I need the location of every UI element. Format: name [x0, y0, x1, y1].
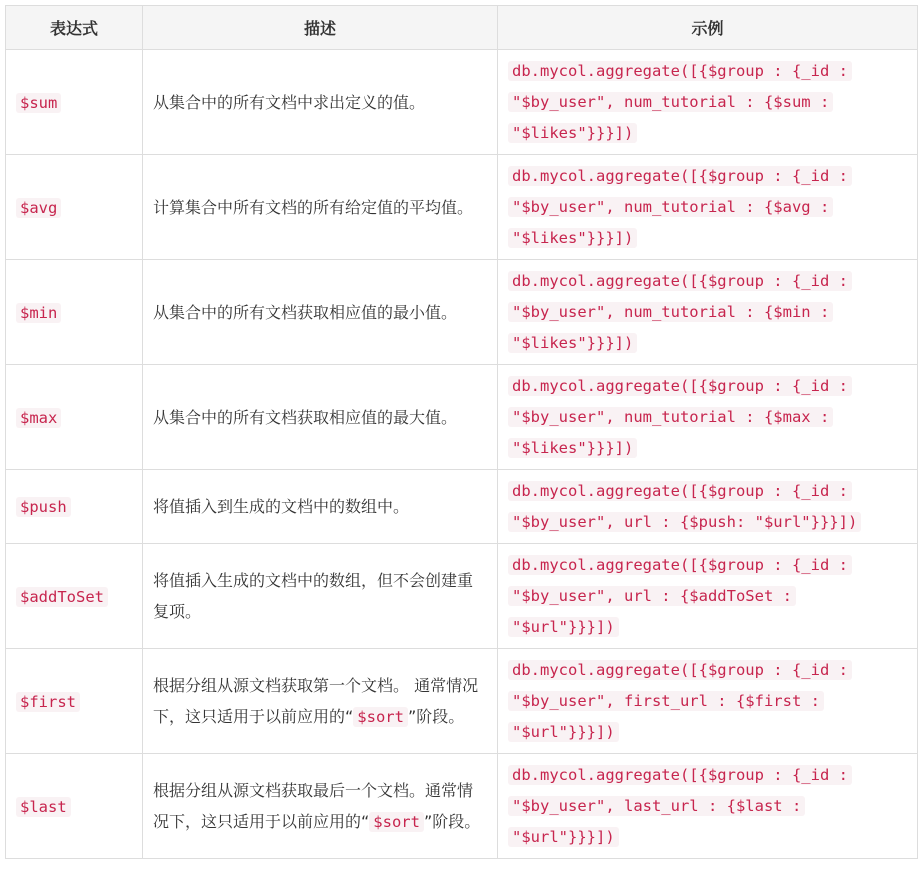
aggregation-expressions-table [5, 5, 918, 859]
expression-cell [6, 649, 143, 754]
table-row-first [6, 649, 918, 754]
table-row-sum [6, 50, 918, 155]
table-row-avg [6, 155, 918, 260]
table-row-addtoset [6, 544, 918, 649]
expression-cell [6, 544, 143, 649]
example-cell [498, 470, 918, 544]
description-cell: 将值插入到生成的文档中的数组中。 [143, 470, 498, 544]
description-cell [143, 649, 498, 754]
example-code: db.mycol.aggregate([{$group : {_id : "$by_user", num_tutorial : {$min : "$likes"}}}]) [508, 271, 852, 353]
example-cell [498, 365, 918, 470]
expression-code: $sum [16, 93, 61, 113]
example-cell [498, 260, 918, 365]
expression-cell [6, 754, 143, 859]
example-code: db.mycol.aggregate([{$group : {_id : "$by_user", url : {$push: "$url"}}}]) [508, 481, 861, 532]
table-row-min [6, 260, 918, 365]
expression-code: $push [16, 497, 71, 517]
expression-code: $first [16, 692, 80, 712]
inline-code: $sort [369, 812, 424, 832]
expression-code: $max [16, 408, 61, 428]
example-cell [498, 155, 918, 260]
description-text-tail: ”阶段。 [407, 706, 465, 726]
description-text: 根据分组从源文档获取第一个文档。 通常情况下，这只适用于以前应用的“ [153, 675, 479, 726]
expression-cell [6, 470, 143, 544]
expression-cell [6, 260, 143, 365]
table-header-row [6, 6, 918, 50]
description-cell: 从集合中的所有文档获取相应值的最小值。 [143, 260, 498, 365]
header-example: 示例 [498, 6, 918, 50]
example-code: db.mycol.aggregate([{$group : {_id : "$by_user", url : {$addToSet : "$url"}}}]) [508, 555, 852, 637]
description-cell [143, 754, 498, 859]
example-code: db.mycol.aggregate([{$group : {_id : "$by_user", first_url : {$first : "$url"}}}]) [508, 660, 852, 742]
example-cell [498, 50, 918, 155]
description-cell: 将值插入生成的文档中的数组，但不会创建重复项。 [143, 544, 498, 649]
expression-code: $last [16, 797, 71, 817]
expression-code: $avg [16, 198, 61, 218]
description-cell: 计算集合中所有文档的所有给定值的平均值。 [143, 155, 498, 260]
expression-cell [6, 50, 143, 155]
header-description: 描述 [143, 6, 498, 50]
description-text: 根据分组从源文档获取最后一个文档。通常情况下，这只适用于以前应用的“ [153, 780, 474, 831]
example-cell [498, 649, 918, 754]
table-row-last [6, 754, 918, 859]
description-cell: 从集合中的所有文档获取相应值的最大值。 [143, 365, 498, 470]
example-code: db.mycol.aggregate([{$group : {_id : "$by_user", num_tutorial : {$max : "$likes"}}}]) [508, 376, 852, 458]
example-code: db.mycol.aggregate([{$group : {_id : "$by_user", num_tutorial : {$avg : "$likes"}}}]) [508, 166, 852, 248]
example-cell [498, 754, 918, 859]
example-cell [498, 544, 918, 649]
example-code: db.mycol.aggregate([{$group : {_id : "$by_user", num_tutorial : {$sum : "$likes"}}}]) [508, 61, 852, 143]
expression-code: $min [16, 303, 61, 323]
expression-cell [6, 155, 143, 260]
expression-cell [6, 365, 143, 470]
description-text-tail: ”阶段。 [423, 811, 481, 831]
inline-code: $sort [353, 707, 408, 727]
example-code: db.mycol.aggregate([{$group : {_id : "$by_user", last_url : {$last : "$url"}}}]) [508, 765, 852, 847]
expression-code: $addToSet [16, 587, 108, 607]
header-expression: 表达式 [6, 6, 143, 50]
table-row-max [6, 365, 918, 470]
table-row-push [6, 470, 918, 544]
description-cell: 从集合中的所有文档中求出定义的值。 [143, 50, 498, 155]
